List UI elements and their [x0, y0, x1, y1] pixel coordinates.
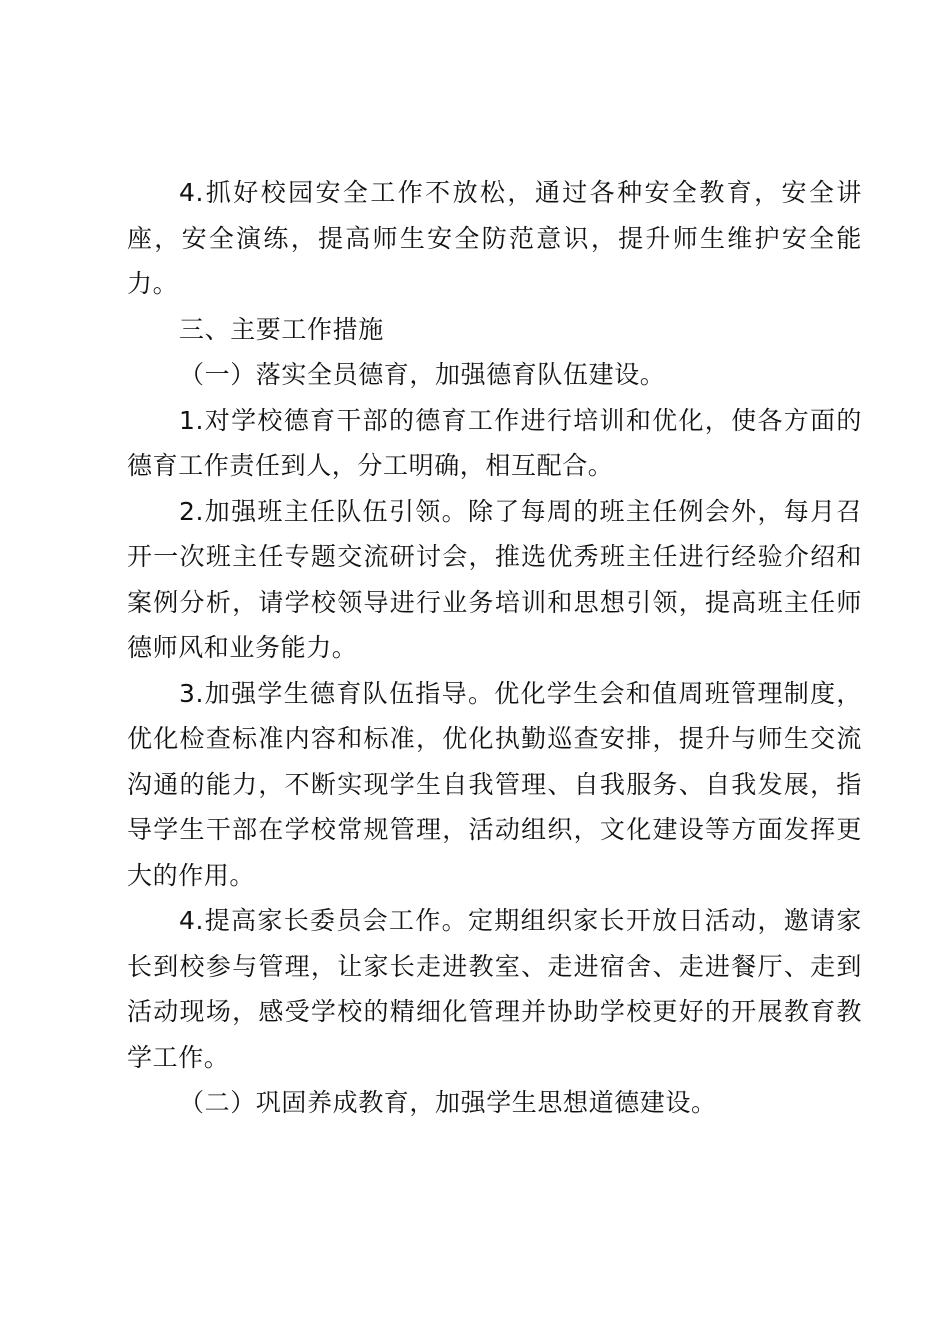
paragraph-head-teacher-team: 2.加强班主任队伍引领。除了每周的班主任例会外，每月召开一次班主任专题交流研讨会，推选优秀班主任进行经验介绍和案例分析，请学校领导进行业务培训和思想引领，提高班主任师德师风和业务能力。: [127, 496, 862, 662]
paragraph-safety-work: 4.抓好校园安全工作不放松，通过各种安全教育，安全讲座，安全演练，提高师生安全防范意识，提升师生维护安全能力。: [127, 178, 862, 298]
paragraph-cadre-training: 1.对学校德育干部的德育工作进行培训和优化，使各方面的德育工作责任到人，分工明确，相互配合。: [127, 405, 862, 480]
document-body: [127, 170, 862, 1126]
subsection-heading-habit-education: （二）巩固养成教育，加强学生思想道德建设。: [179, 1088, 717, 1117]
paragraph-parent-committee: 4.提高家长委员会工作。定期组织家长开放日活动，邀请家长到校参与管理，让家长走进教室、走进宿舍、走进餐厅、走到活动现场，感受学校的精细化管理并协助学校更好的开展教育教学工作。: [127, 906, 862, 1072]
paragraph-student-team-guidance: 3.加强学生德育队伍指导。优化学生会和值周班管理制度，优化检查标准内容和标准，优化执勤巡查安排，提升与师生交流沟通的能力，不断实现学生自我管理、自我服务、自我发展，指导学生干部在学校常规管理，活动组织，文化建设等方面发挥更大的作用。: [127, 678, 862, 890]
section-heading-main-measures: 三、主要工作措施: [179, 314, 384, 344]
subsection-heading-moral-education-team: （一）落实全员德育，加强德育队伍建设。: [179, 360, 666, 389]
